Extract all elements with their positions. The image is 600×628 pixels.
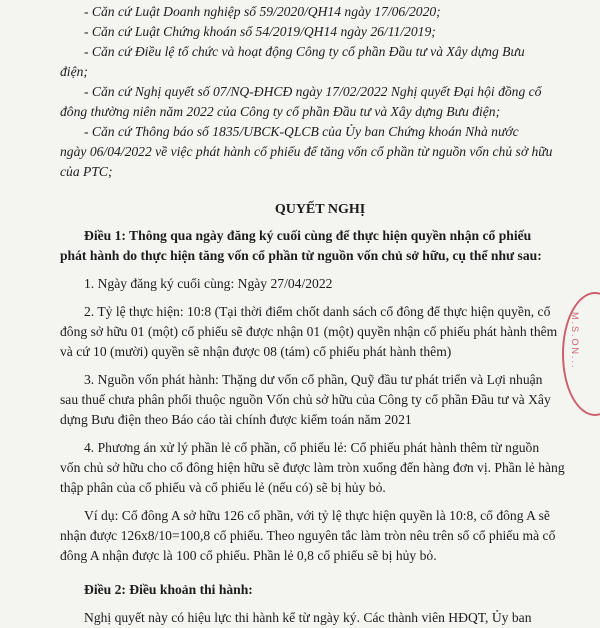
stamp-text: M.S.ON... (570, 312, 580, 370)
basis-line: ngày 06/04/2022 về việc phát hành cổ phiếu để tăng vốn cổ phần từ nguồn vốn chủ sở hữu (60, 144, 553, 159)
paragraph-line: 2. Tỷ lệ thực hiện: 10:8 (Tại thời điểm chốt danh sách cổ đông để thực hiện quyền, cổ (84, 304, 551, 319)
article-2-heading: Điều 2: Điều khoản thi hành: (84, 582, 253, 597)
article-1 (60, 226, 580, 566)
item-3-capital-source (60, 370, 580, 430)
basis-line: của PTC; (60, 164, 113, 179)
resolution-title: QUYẾT NGHỊ (274, 202, 366, 217)
basis-line: - Căn cứ Luật Chứng khoán số 54/2019/QH14 ngày 26/11/2019; (84, 24, 436, 39)
basis-line: - Căn cứ Nghị quyết số 07/NQ-ĐHCĐ ngày 17/02/2022 Nghị quyết Đại hội đồng cổ (84, 84, 542, 99)
article-1-heading: Điều 1: Thông qua ngày đăng ký cuối cùng để thực hiện quyền nhận cổ phiếu (84, 228, 532, 243)
basis-line: điện; (60, 64, 88, 79)
example-paragraph (60, 506, 580, 566)
paragraph-line: Ví dụ: Cổ đông A sở hữu 126 cổ phần, với tỷ lệ thực hiện quyền là 10:8, cổ đông A sẽ (84, 508, 550, 523)
paragraph-line: vốn chủ sở hữu cho cổ đông hiện hữu sẽ được làm tròn xuống đến hàng đơn vị. Phần lẻ hàng (60, 460, 565, 475)
item-2-ratio (60, 302, 580, 362)
paragraph-line: 4. Phương án xử lý phần lẻ cổ phần, cổ phiếu lẻ: Cổ phiếu phát hành thêm từ nguồn (84, 440, 540, 455)
item-4-fractional-shares (60, 438, 580, 498)
paragraph-line: dựng Bưu điện theo Báo cáo tài chính được kiểm toán năm 2021 (60, 412, 412, 427)
paragraph-line: sau thuế chưa phân phối thuộc nguồn Vốn chủ sở hữu của Công ty cổ phần Đầu tư và Xây (60, 392, 551, 407)
article-1-heading: phát hành do thực hiện tăng vốn cổ phần từ nguồn vốn chủ sở hữu, cụ thể như sau: (60, 248, 542, 263)
paragraph-line: 3. Nguồn vốn phát hành: Thặng dư vốn cổ phần, Quỹ đầu tư phát triển và Lợi nhuận (84, 372, 543, 387)
legal-basis-section (60, 2, 580, 182)
item-1-record-date: 1. Ngày đăng ký cuối cùng: Ngày 27/04/2022 (84, 276, 333, 291)
paragraph-line: đông A nhận được là 100 cổ phiếu. Phần lẻ 0,8 cổ phiếu sẽ bị hủy bỏ. (60, 548, 437, 563)
basis-line: - Căn cứ Thông báo số 1835/UBCK-QLCB của Ủy ban Chứng khoán Nhà nước (84, 124, 519, 139)
basis-line: - Căn cứ Điều lệ tổ chức và hoạt động Công ty cổ phần Đầu tư và Xây dựng Bưu (84, 44, 525, 59)
paragraph-line: đông sở hữu 01 (một) cổ phiếu sẽ được nhận 01 (một) quyền nhận cổ phiếu phát hành thêm (60, 324, 558, 339)
article-2-text: Nghị quyết này có hiệu lực thi hành kể từ ngày ký. Các thành viên HĐQT, Ủy ban (84, 610, 532, 625)
basis-line: - Căn cứ Luật Doanh nghiệp số 59/2020/QH14 ngày 17/06/2020; (84, 4, 441, 19)
basis-line: đông thường niên năm 2022 của Công ty cổ phần Đầu tư và Xây dựng Bưu điện; (60, 104, 501, 119)
paragraph-line: nhận được 126x8/10=100,8 cổ phiếu. Theo nguyên tắc làm tròn nêu trên số cổ phiếu mà cổ (60, 528, 556, 543)
paragraph-line: và cứ 10 (mười) quyền sẽ nhận được 08 (tám) cổ phiếu phát hành thêm) (60, 344, 452, 359)
paragraph-line: thập phân của cổ phiếu và cổ phiếu lẻ (nếu có) sẽ bị hủy bỏ. (60, 480, 386, 495)
